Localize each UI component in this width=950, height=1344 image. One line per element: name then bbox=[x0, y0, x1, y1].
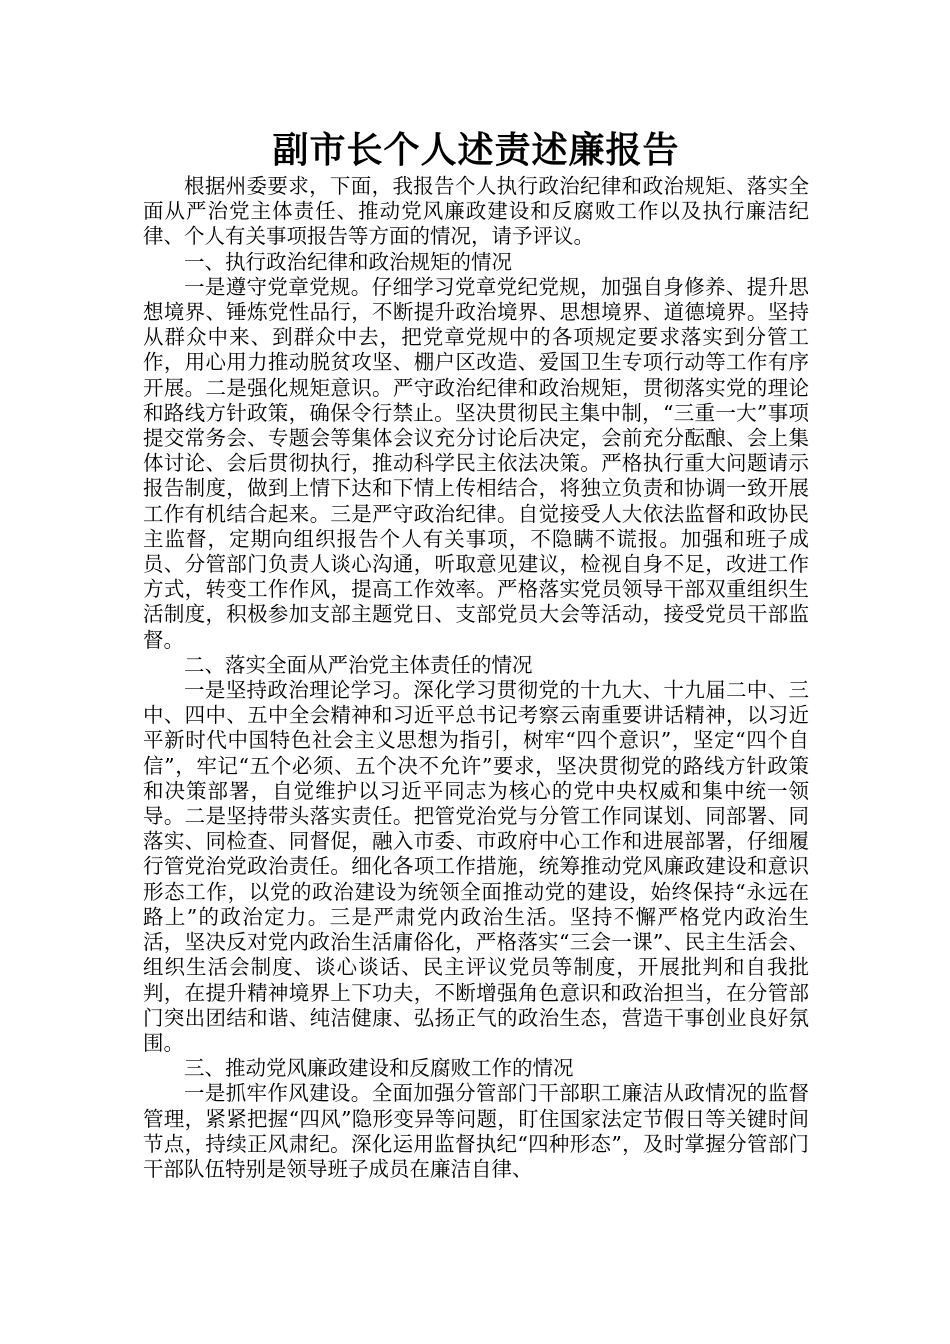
paragraph-section-3: 一是抓牢作风建设。全面加强分管部门干部职工廉洁从政情况的监督管理，紧紧把握“四风”隐形变异等问题，盯住国家法定节假日等关键时间节点，持续正风肃纪。深化运用监督执纪“四种形态”，及时掌握分管部门干部队伍特别是领导班子成员在廉洁自律、 bbox=[143, 1081, 809, 1181]
section-heading-2: 二、落实全面从严治党主体责任的情况 bbox=[184, 652, 533, 677]
section-heading-3: 三、推动党风廉政建设和反腐败工作的情况 bbox=[184, 1056, 574, 1081]
section-heading-1: 一、执行政治纪律和政治规矩的情况 bbox=[184, 249, 512, 274]
paragraph-section-2: 一是坚持政治理论学习。深化学习贯彻党的十九大、十九届二中、三中、四中、五中全会精神和习近平总书记考察云南重要讲话精神，以习近平新时代中国特色社会主义思想为指引，树牢“四个意识”，坚定“四个自信”，牢记“五个必须、五个决不允许”要求，坚决贯彻党的路线方针政策和决策部署，自觉维护以习近平同志为核心的党中央权威和集中统一领导。二是坚持带头落实责任。把管党治党与分管工作同谋划、同部署、同落实、同检查、同督促，融入市委、市政府中心工作和进展部署，仔细履行管党治党政治责任。细化各项工作措施，统筹推动党风廉政建设和意识形态工作，以党的政治建设为统领全面推动党的建设，始终保持“永远在路上”的政治定力。三是严肃党内政治生活。坚持不懈严格党内政治生活，坚决反对党内政治生活庸俗化，严格落实“三会一课”、民主生活会、组织生活会制度、谈心谈话、民主评议党员等制度，开展批判和自我批判，在提升精神境界上下功夫，不断增强角色意识和政治担当，在分管部门突出团结和谐、纯洁健康、弘扬正气的政治生态，营造干事创业良好氛围。 bbox=[143, 678, 809, 1055]
paragraph-intro: 根据州委要求，下面，我报告个人执行政治纪律和政治规矩、落实全面从严治党主体责任、推动党风廉政建设和反腐败工作以及执行廉洁纪律、个人有关事项报告等方面的情况，请予评议。 bbox=[143, 174, 809, 249]
document-page bbox=[143, 128, 809, 1182]
paragraph-section-1: 一是遵守党章党规。仔细学习党章党纪党规，加强自身修养、提升思想境界、锤炼党性品行，不断提升政治境界、思想境界、道德境界。坚持从群众中来、到群众中去，把党章党规中的各项规定要求落实到分管工作，用心用力推动脱贫攻坚、棚户区改造、爱国卫生专项行动等工作有序开展。二是强化规矩意识。严守政治纪律和政治规矩，贯彻落实党的理论和路线方针政策，确保令行禁止。坚决贯彻民主集中制，“三重一大”事项提交常务会、专题会等集体会议充分讨论后决定，会前充分酝酿、会上集体讨论、会后贯彻执行，推动科学民主依法决策。严格执行重大问题请示报告制度，做到上情下达和下情上传相结合，将独立负责和协调一致开展工作有机结合起来。三是严守政治纪律。自觉接受人大依法监督和政协民主监督，定期向组织报告个人有关事项，不隐瞒不谎报。加强和班子成员、分管部门负责人谈心沟通，听取意见建议，检视自身不足，改进工作方式，转变工作作风，提高工作效率。严格落实党员领导干部双重组织生活制度，积极参加支部主题党日、支部党员大会等活动，接受党员干部监督。 bbox=[143, 274, 809, 652]
document-title: 副市长个人述责述廉报告 bbox=[272, 130, 680, 171]
